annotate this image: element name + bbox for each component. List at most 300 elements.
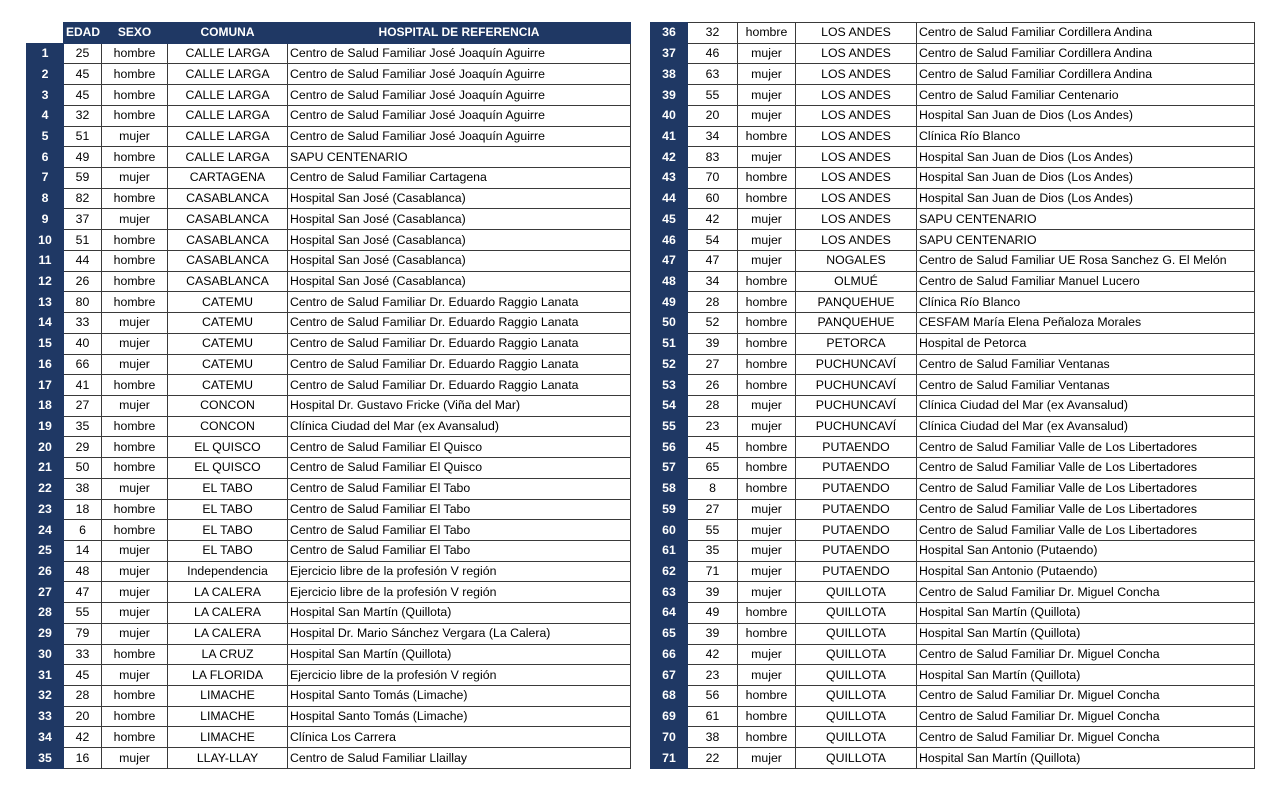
row-number: 57 [651, 458, 688, 479]
cell-hospital: Clínica Ciudad del Mar (ex Avansalud) [288, 416, 631, 437]
cell-sexo: mujer [738, 43, 796, 64]
cell-edad: 56 [688, 686, 738, 707]
row-number: 26 [27, 561, 64, 582]
cell-comuna: CONCON [168, 395, 288, 416]
row-number: 21 [27, 458, 64, 479]
table-row [651, 395, 1255, 416]
cell-edad: 6 [64, 520, 102, 541]
cell-hospital: Hospital San Martín (Quillota) [917, 623, 1255, 644]
table-row [27, 686, 631, 707]
cell-comuna: LOS ANDES [796, 23, 917, 44]
table-row [651, 64, 1255, 85]
cell-comuna: EL QUISCO [168, 458, 288, 479]
cell-edad: 39 [688, 623, 738, 644]
cell-sexo: hombre [738, 623, 796, 644]
cell-edad: 70 [688, 168, 738, 189]
table-row [27, 64, 631, 85]
cell-hospital: Ejercicio libre de la profesión V región [288, 665, 631, 686]
cell-comuna: PUTAENDO [796, 478, 917, 499]
cell-sexo: mujer [102, 209, 168, 230]
cell-comuna: OLMUÉ [796, 271, 917, 292]
row-number: 17 [27, 375, 64, 396]
cell-edad: 39 [688, 582, 738, 603]
cell-sexo: hombre [738, 292, 796, 313]
cell-hospital: Centro de Salud Familiar Valle de Los Libertadores [917, 437, 1255, 458]
cell-comuna: LA CALERA [168, 582, 288, 603]
cell-comuna: LA CRUZ [168, 644, 288, 665]
row-number: 48 [651, 271, 688, 292]
row-number: 27 [27, 582, 64, 603]
cell-sexo: hombre [102, 727, 168, 748]
row-number: 62 [651, 561, 688, 582]
cell-edad: 47 [64, 582, 102, 603]
cell-comuna: QUILLOTA [796, 644, 917, 665]
cell-hospital: Centro de Salud Familiar Dr. Eduardo Raggio Lanata [288, 375, 631, 396]
cell-sexo: hombre [102, 520, 168, 541]
cell-sexo: mujer [738, 105, 796, 126]
cell-edad: 60 [688, 188, 738, 209]
row-number: 13 [27, 292, 64, 313]
cell-hospital: Hospital Santo Tomás (Limache) [288, 706, 631, 727]
table-row [651, 458, 1255, 479]
table-row [651, 250, 1255, 271]
table-row [27, 623, 631, 644]
cell-edad: 18 [64, 499, 102, 520]
row-number: 25 [27, 540, 64, 561]
table-row [651, 499, 1255, 520]
table-row [27, 126, 631, 147]
table-row [651, 271, 1255, 292]
table-row [27, 313, 631, 334]
cell-edad: 14 [64, 540, 102, 561]
cell-sexo: mujer [102, 540, 168, 561]
cell-edad: 32 [64, 105, 102, 126]
header-row [27, 23, 631, 44]
row-number: 58 [651, 478, 688, 499]
row-number: 32 [27, 686, 64, 707]
cell-edad: 71 [688, 561, 738, 582]
cell-sexo: mujer [102, 748, 168, 769]
table-row [651, 43, 1255, 64]
row-number: 42 [651, 147, 688, 168]
table-row [27, 85, 631, 106]
cell-comuna: QUILLOTA [796, 623, 917, 644]
cell-edad: 54 [688, 230, 738, 251]
table-row [651, 727, 1255, 748]
cell-hospital: Clínica Río Blanco [917, 292, 1255, 313]
cell-sexo: hombre [738, 478, 796, 499]
cell-sexo: mujer [102, 313, 168, 334]
cell-sexo: mujer [738, 230, 796, 251]
cell-sexo: hombre [102, 292, 168, 313]
cell-edad: 8 [688, 478, 738, 499]
table-row [27, 520, 631, 541]
cell-comuna: CALLE LARGA [168, 43, 288, 64]
cell-comuna: CALLE LARGA [168, 147, 288, 168]
cell-edad: 55 [688, 520, 738, 541]
cell-sexo: mujer [102, 126, 168, 147]
cell-sexo: hombre [738, 603, 796, 624]
row-number: 39 [651, 85, 688, 106]
cell-edad: 45 [688, 437, 738, 458]
row-number: 46 [651, 230, 688, 251]
cell-hospital: Centro de Salud Familiar Manuel Lucero [917, 271, 1255, 292]
cell-edad: 61 [688, 706, 738, 727]
cell-comuna: CATEMU [168, 354, 288, 375]
cell-edad: 80 [64, 292, 102, 313]
cell-comuna: PUCHUNCAVÍ [796, 354, 917, 375]
row-number: 61 [651, 540, 688, 561]
cell-sexo: hombre [738, 23, 796, 44]
header-hospital: HOSPITAL DE REFERENCIA [288, 23, 631, 44]
cell-edad: 26 [64, 271, 102, 292]
table-row [651, 230, 1255, 251]
table-row [27, 168, 631, 189]
table-row [651, 292, 1255, 313]
row-number: 6 [27, 147, 64, 168]
table-body-left [27, 43, 631, 768]
row-number: 33 [27, 706, 64, 727]
table-row [651, 105, 1255, 126]
row-number: 44 [651, 188, 688, 209]
cell-sexo: mujer [102, 478, 168, 499]
cell-edad: 42 [64, 727, 102, 748]
row-number: 40 [651, 105, 688, 126]
cell-comuna: CALLE LARGA [168, 105, 288, 126]
cell-edad: 27 [688, 499, 738, 520]
cell-hospital: Centro de Salud Familiar Valle de Los Libertadores [917, 520, 1255, 541]
cell-comuna: PUTAENDO [796, 561, 917, 582]
cell-comuna: PUTAENDO [796, 458, 917, 479]
row-number: 54 [651, 395, 688, 416]
cell-sexo: mujer [102, 582, 168, 603]
cell-hospital: Hospital San Martín (Quillota) [917, 603, 1255, 624]
row-number: 67 [651, 665, 688, 686]
table-row [651, 665, 1255, 686]
cell-sexo: mujer [102, 395, 168, 416]
cell-edad: 82 [64, 188, 102, 209]
cell-edad: 22 [688, 748, 738, 769]
cell-hospital: Centro de Salud Familiar Valle de Los Libertadores [917, 499, 1255, 520]
cell-sexo: hombre [102, 147, 168, 168]
cell-sexo: hombre [738, 313, 796, 334]
header-index-blank [27, 23, 64, 44]
patients-table-right [650, 22, 1255, 769]
cell-comuna: QUILLOTA [796, 603, 917, 624]
cell-comuna: PUCHUNCAVÍ [796, 395, 917, 416]
cell-edad: 27 [688, 354, 738, 375]
row-number: 28 [27, 603, 64, 624]
table-row [651, 706, 1255, 727]
table-row [651, 85, 1255, 106]
cell-edad: 42 [688, 209, 738, 230]
row-number: 31 [27, 665, 64, 686]
cell-sexo: hombre [738, 126, 796, 147]
cell-sexo: mujer [738, 540, 796, 561]
cell-edad: 63 [688, 64, 738, 85]
cell-comuna: CALLE LARGA [168, 126, 288, 147]
cell-comuna: EL TABO [168, 540, 288, 561]
row-number: 22 [27, 478, 64, 499]
row-number: 14 [27, 313, 64, 334]
cell-sexo: hombre [102, 43, 168, 64]
cell-edad: 23 [688, 416, 738, 437]
cell-edad: 25 [64, 43, 102, 64]
cell-edad: 48 [64, 561, 102, 582]
cell-edad: 47 [688, 250, 738, 271]
row-number: 64 [651, 603, 688, 624]
cell-comuna: LOS ANDES [796, 126, 917, 147]
cell-comuna: EL TABO [168, 478, 288, 499]
table-row [27, 354, 631, 375]
row-number: 41 [651, 126, 688, 147]
cell-sexo: mujer [738, 499, 796, 520]
cell-hospital: Hospital Dr. Gustavo Fricke (Viña del Mar) [288, 395, 631, 416]
cell-comuna: LIMACHE [168, 727, 288, 748]
table-row [27, 582, 631, 603]
row-number: 43 [651, 168, 688, 189]
cell-comuna: CONCON [168, 416, 288, 437]
cell-comuna: LIMACHE [168, 706, 288, 727]
cell-edad: 45 [64, 85, 102, 106]
table-row [651, 168, 1255, 189]
cell-edad: 34 [688, 271, 738, 292]
cell-comuna: LOS ANDES [796, 168, 917, 189]
cell-hospital: Centro de Salud Familiar Ventanas [917, 375, 1255, 396]
table-row [27, 416, 631, 437]
cell-sexo: hombre [102, 686, 168, 707]
cell-edad: 26 [688, 375, 738, 396]
cell-comuna: LLAY-LLAY [168, 748, 288, 769]
cell-sexo: mujer [738, 520, 796, 541]
cell-edad: 79 [64, 623, 102, 644]
cell-hospital: Clínica Ciudad del Mar (ex Avansalud) [917, 416, 1255, 437]
cell-sexo: hombre [102, 271, 168, 292]
cell-comuna: LOS ANDES [796, 147, 917, 168]
cell-comuna: CATEMU [168, 333, 288, 354]
cell-hospital: Centro de Salud Familiar El Tabo [288, 520, 631, 541]
row-number: 68 [651, 686, 688, 707]
table-row [651, 23, 1255, 44]
table-row [27, 188, 631, 209]
cell-sexo: hombre [102, 64, 168, 85]
table-row [27, 292, 631, 313]
cell-hospital: Hospital San Juan de Dios (Los Andes) [917, 188, 1255, 209]
cell-edad: 35 [64, 416, 102, 437]
cell-sexo: hombre [102, 416, 168, 437]
row-number: 60 [651, 520, 688, 541]
row-number: 59 [651, 499, 688, 520]
cell-hospital: Clínica Ciudad del Mar (ex Avansalud) [917, 395, 1255, 416]
cell-sexo: hombre [738, 271, 796, 292]
cell-hospital: Centro de Salud Familiar Centenario [917, 85, 1255, 106]
cell-hospital: Centro de Salud Familiar Cartagena [288, 168, 631, 189]
cell-sexo: mujer [738, 644, 796, 665]
cell-hospital: Centro de Salud Familiar El Quisco [288, 437, 631, 458]
cell-hospital: CESFAM María Elena Peñaloza Morales [917, 313, 1255, 334]
row-number: 37 [651, 43, 688, 64]
cell-comuna: QUILLOTA [796, 706, 917, 727]
cell-sexo: mujer [738, 395, 796, 416]
cell-edad: 49 [64, 147, 102, 168]
row-number: 65 [651, 623, 688, 644]
row-number: 23 [27, 499, 64, 520]
row-number: 71 [651, 748, 688, 769]
table-row [651, 520, 1255, 541]
cell-edad: 28 [64, 686, 102, 707]
cell-sexo: hombre [102, 250, 168, 271]
cell-hospital: Centro de Salud Familiar UE Rosa Sanchez G. El Melón [917, 250, 1255, 271]
table-row [27, 727, 631, 748]
cell-comuna: NOGALES [796, 250, 917, 271]
cell-sexo: mujer [102, 665, 168, 686]
cell-hospital: Hospital San José (Casablanca) [288, 250, 631, 271]
cell-comuna: CASABLANCA [168, 250, 288, 271]
cell-edad: 33 [64, 313, 102, 334]
table-row [27, 748, 631, 769]
row-number: 3 [27, 85, 64, 106]
cell-sexo: mujer [738, 85, 796, 106]
table-row [651, 623, 1255, 644]
cell-edad: 41 [64, 375, 102, 396]
cell-sexo: mujer [738, 250, 796, 271]
cell-hospital: Centro de Salud Familiar El Tabo [288, 540, 631, 561]
row-number: 30 [27, 644, 64, 665]
cell-comuna: CASABLANCA [168, 230, 288, 251]
cell-hospital: Centro de Salud Familiar El Tabo [288, 499, 631, 520]
cell-hospital: Centro de Salud Familiar Dr. Miguel Concha [917, 727, 1255, 748]
cell-edad: 65 [688, 458, 738, 479]
cell-hospital: Centro de Salud Familiar Dr. Eduardo Raggio Lanata [288, 313, 631, 334]
cell-edad: 83 [688, 147, 738, 168]
cell-edad: 27 [64, 395, 102, 416]
cell-comuna: CASABLANCA [168, 271, 288, 292]
table-row [651, 478, 1255, 499]
cell-hospital: Centro de Salud Familiar Dr. Eduardo Raggio Lanata [288, 333, 631, 354]
table-row [27, 603, 631, 624]
cell-hospital: Hospital Dr. Mario Sánchez Vergara (La Calera) [288, 623, 631, 644]
cell-comuna: QUILLOTA [796, 686, 917, 707]
cell-hospital: Centro de Salud Familiar Dr. Miguel Concha [917, 686, 1255, 707]
cell-edad: 28 [688, 292, 738, 313]
cell-comuna: PETORCA [796, 333, 917, 354]
cell-hospital: Hospital San Juan de Dios (Los Andes) [917, 147, 1255, 168]
row-number: 5 [27, 126, 64, 147]
cell-sexo: hombre [102, 644, 168, 665]
cell-comuna: LOS ANDES [796, 43, 917, 64]
cell-hospital: Centro de Salud Familiar Valle de Los Libertadores [917, 458, 1255, 479]
row-number: 24 [27, 520, 64, 541]
cell-hospital: Centro de Salud Familiar Llaillay [288, 748, 631, 769]
cell-comuna: QUILLOTA [796, 748, 917, 769]
row-number: 18 [27, 395, 64, 416]
cell-hospital: SAPU CENTENARIO [917, 209, 1255, 230]
cell-hospital: Centro de Salud Familiar José Joaquín Aguirre [288, 43, 631, 64]
table-row [651, 437, 1255, 458]
cell-hospital: Hospital San José (Casablanca) [288, 230, 631, 251]
cell-sexo: hombre [102, 458, 168, 479]
cell-edad: 45 [64, 665, 102, 686]
cell-sexo: mujer [738, 416, 796, 437]
cell-comuna: PUCHUNCAVÍ [796, 416, 917, 437]
cell-comuna: PUCHUNCAVÍ [796, 375, 917, 396]
cell-hospital: Centro de Salud Familiar Dr. Eduardo Raggio Lanata [288, 292, 631, 313]
cell-edad: 38 [64, 478, 102, 499]
table-row [27, 478, 631, 499]
cell-hospital: Centro de Salud Familiar El Quisco [288, 458, 631, 479]
table-row [27, 395, 631, 416]
cell-sexo: hombre [738, 458, 796, 479]
table-row [27, 706, 631, 727]
cell-edad: 20 [64, 706, 102, 727]
table-row [27, 540, 631, 561]
cell-sexo: mujer [738, 748, 796, 769]
row-number: 38 [651, 64, 688, 85]
cell-hospital: Centro de Salud Familiar José Joaquín Aguirre [288, 126, 631, 147]
cell-sexo: mujer [102, 623, 168, 644]
row-number: 1 [27, 43, 64, 64]
table-row [651, 375, 1255, 396]
table-row [27, 209, 631, 230]
header-sexo: SEXO [102, 23, 168, 44]
patients-table-left [26, 22, 631, 769]
cell-sexo: hombre [102, 105, 168, 126]
cell-hospital: Centro de Salud Familiar Ventanas [917, 354, 1255, 375]
cell-comuna: LOS ANDES [796, 230, 917, 251]
cell-edad: 33 [64, 644, 102, 665]
cell-comuna: CALLE LARGA [168, 64, 288, 85]
cell-hospital: Centro de Salud Familiar Cordillera Andina [917, 23, 1255, 44]
cell-hospital: Centro de Salud Familiar Dr. Miguel Concha [917, 644, 1255, 665]
table-row [27, 375, 631, 396]
table-row [651, 561, 1255, 582]
table-row [651, 333, 1255, 354]
cell-comuna: LA FLORIDA [168, 665, 288, 686]
cell-sexo: hombre [738, 333, 796, 354]
cell-comuna: CARTAGENA [168, 168, 288, 189]
cell-comuna: LOS ANDES [796, 105, 917, 126]
cell-hospital: Centro de Salud Familiar Dr. Miguel Concha [917, 582, 1255, 603]
table-row [651, 644, 1255, 665]
table-row [27, 105, 631, 126]
cell-sexo: hombre [102, 230, 168, 251]
header-edad: EDAD [64, 23, 102, 44]
cell-edad: 35 [688, 540, 738, 561]
cell-hospital: SAPU CENTENARIO [288, 147, 631, 168]
table-row [27, 271, 631, 292]
cell-hospital: Clínica Los Carrera [288, 727, 631, 748]
table-row [27, 230, 631, 251]
cell-sexo: mujer [102, 333, 168, 354]
cell-comuna: LOS ANDES [796, 209, 917, 230]
table-row [651, 748, 1255, 769]
cell-hospital: Hospital San Antonio (Putaendo) [917, 540, 1255, 561]
cell-comuna: CATEMU [168, 375, 288, 396]
cell-sexo: mujer [102, 561, 168, 582]
cell-edad: 55 [688, 85, 738, 106]
cell-hospital: Hospital San José (Casablanca) [288, 209, 631, 230]
cell-hospital: Hospital San Juan de Dios (Los Andes) [917, 168, 1255, 189]
cell-hospital: Centro de Salud Familiar Cordillera Andina [917, 43, 1255, 64]
row-number: 70 [651, 727, 688, 748]
cell-comuna: PANQUEHUE [796, 313, 917, 334]
cell-comuna: QUILLOTA [796, 665, 917, 686]
cell-comuna: LA CALERA [168, 623, 288, 644]
row-number: 53 [651, 375, 688, 396]
cell-edad: 59 [64, 168, 102, 189]
cell-edad: 55 [64, 603, 102, 624]
cell-hospital: Hospital de Petorca [917, 333, 1255, 354]
